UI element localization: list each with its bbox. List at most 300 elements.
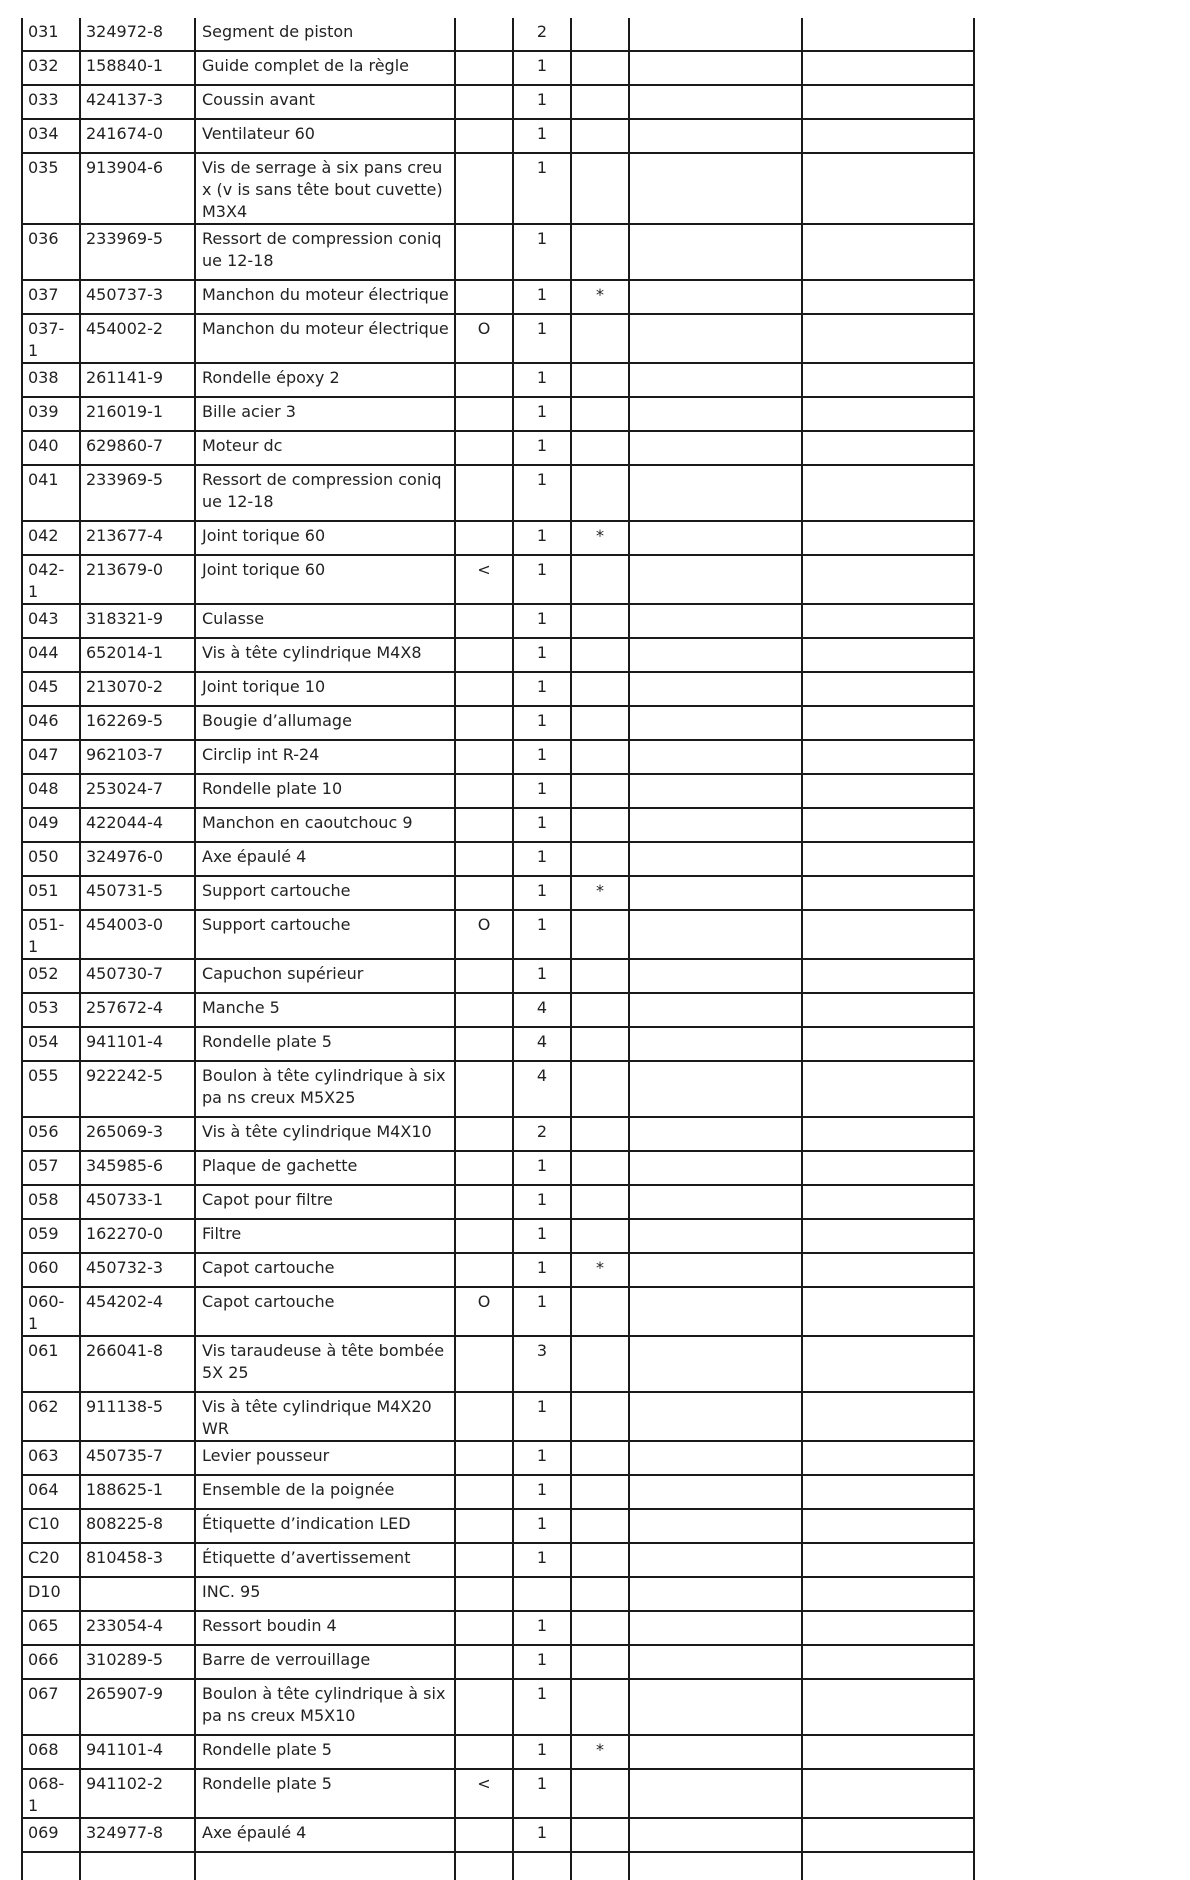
blank-cell	[802, 1543, 974, 1577]
blank-cell	[629, 842, 802, 876]
part-number-cell: 810458-3	[80, 1543, 195, 1577]
table-row	[22, 1061, 974, 1117]
part-number-cell: 454202-4	[80, 1287, 195, 1336]
blank-cell	[629, 1735, 802, 1769]
description-cell: Support cartouche	[195, 876, 455, 910]
part-number-cell: 424137-3	[80, 85, 195, 119]
blank-cell	[802, 1852, 974, 1880]
item-number-cell: 068-1	[22, 1769, 80, 1818]
quantity-cell: 1	[513, 1679, 571, 1735]
note-cell	[571, 706, 629, 740]
item-number-cell: 032	[22, 51, 80, 85]
table-row	[22, 1441, 974, 1475]
description-cell: Joint torique 10	[195, 672, 455, 706]
flag-cell	[455, 224, 513, 280]
item-number-cell: 040	[22, 431, 80, 465]
part-number-cell: 213070-2	[80, 672, 195, 706]
part-number-cell: 450733-1	[80, 1185, 195, 1219]
item-number-cell: 062	[22, 1392, 80, 1441]
note-cell	[571, 465, 629, 521]
table-row	[22, 85, 974, 119]
note-cell	[571, 555, 629, 604]
flag-cell	[455, 1475, 513, 1509]
item-number-cell: C20	[22, 1543, 80, 1577]
table-row	[22, 1219, 974, 1253]
part-number-cell	[80, 1577, 195, 1611]
flag-cell	[455, 672, 513, 706]
description-cell: Manche 5	[195, 993, 455, 1027]
blank-cell	[629, 153, 802, 224]
item-number-cell: 048	[22, 774, 80, 808]
description-cell: Capot cartouche	[195, 1253, 455, 1287]
description-cell: Ventilateur 60	[195, 119, 455, 153]
description-cell: Capot cartouche	[195, 1287, 455, 1336]
flag-cell	[455, 1735, 513, 1769]
blank-cell	[629, 521, 802, 555]
table-row	[22, 1253, 974, 1287]
table-row	[22, 959, 974, 993]
part-number-cell: 450737-3	[80, 280, 195, 314]
description-cell: Filtre	[195, 1219, 455, 1253]
part-number-cell: 216019-1	[80, 397, 195, 431]
blank-cell	[802, 1117, 974, 1151]
part-number-cell: 318321-9	[80, 604, 195, 638]
flag-cell	[455, 51, 513, 85]
flag-cell	[455, 876, 513, 910]
table-row	[22, 555, 974, 604]
flag-cell	[455, 808, 513, 842]
blank-cell	[629, 1392, 802, 1441]
table-row	[22, 1818, 974, 1852]
table-row	[22, 431, 974, 465]
note-cell	[571, 910, 629, 959]
table-row	[22, 397, 974, 431]
blank-cell	[629, 910, 802, 959]
description-cell: Coussin avant	[195, 85, 455, 119]
quantity-cell: 1	[513, 1392, 571, 1441]
blank-cell	[571, 1852, 629, 1880]
item-number-cell: 037	[22, 280, 80, 314]
item-number-cell: 066	[22, 1645, 80, 1679]
quantity-cell: 1	[513, 1253, 571, 1287]
quantity-cell: 4	[513, 1061, 571, 1117]
table-row	[22, 1185, 974, 1219]
flag-cell	[455, 1392, 513, 1441]
blank-cell	[802, 153, 974, 224]
flag-cell	[455, 1151, 513, 1185]
table-row	[22, 521, 974, 555]
quantity-cell: 1	[513, 604, 571, 638]
quantity-cell: 1	[513, 1287, 571, 1336]
table-row	[22, 808, 974, 842]
quantity-cell: 1	[513, 808, 571, 842]
blank-cell	[802, 521, 974, 555]
quantity-cell: 1	[513, 224, 571, 280]
blank-cell	[802, 1679, 974, 1735]
flag-cell	[455, 774, 513, 808]
blank-cell	[802, 842, 974, 876]
blank-cell	[629, 280, 802, 314]
description-cell: Manchon du moteur électrique	[195, 314, 455, 363]
blank-cell	[802, 1219, 974, 1253]
flag-cell	[455, 280, 513, 314]
note-cell	[571, 1336, 629, 1392]
quantity-cell: 1	[513, 1769, 571, 1818]
blank-cell	[802, 1336, 974, 1392]
description-cell: Moteur dc	[195, 431, 455, 465]
parts-table	[21, 18, 975, 1880]
note-cell	[571, 1679, 629, 1735]
table-row	[22, 224, 974, 280]
description-cell: Barre de verrouillage	[195, 1645, 455, 1679]
part-number-cell: 450732-3	[80, 1253, 195, 1287]
part-number-cell: 324976-0	[80, 842, 195, 876]
quantity-cell: 1	[513, 51, 571, 85]
blank-cell	[629, 1475, 802, 1509]
flag-cell	[455, 1253, 513, 1287]
blank-cell	[629, 1441, 802, 1475]
quantity-cell: 1	[513, 119, 571, 153]
blank-cell	[629, 1611, 802, 1645]
blank-cell	[802, 1475, 974, 1509]
quantity-cell	[513, 1577, 571, 1611]
flag-cell	[455, 1543, 513, 1577]
quantity-cell: 1	[513, 153, 571, 224]
part-number-cell: 233969-5	[80, 465, 195, 521]
flag-cell	[455, 1577, 513, 1611]
note-cell	[571, 1475, 629, 1509]
blank-cell	[629, 1769, 802, 1818]
flag-cell	[455, 363, 513, 397]
note-cell: *	[571, 521, 629, 555]
flag-cell: <	[455, 555, 513, 604]
flag-cell	[455, 638, 513, 672]
note-cell	[571, 1219, 629, 1253]
flag-cell	[455, 18, 513, 51]
blank-cell	[802, 555, 974, 604]
part-number-cell: 941102-2	[80, 1769, 195, 1818]
table-row	[22, 1287, 974, 1336]
note-cell	[571, 740, 629, 774]
blank-cell	[802, 1185, 974, 1219]
table-row	[22, 51, 974, 85]
blank-cell	[629, 706, 802, 740]
note-cell	[571, 1577, 629, 1611]
part-number-cell: 422044-4	[80, 808, 195, 842]
table-row	[22, 1735, 974, 1769]
blank-cell	[629, 555, 802, 604]
item-number-cell: 039	[22, 397, 80, 431]
item-number-cell: 037-1	[22, 314, 80, 363]
item-number-cell: 044	[22, 638, 80, 672]
quantity-cell: 1	[513, 521, 571, 555]
part-number-cell: 808225-8	[80, 1509, 195, 1543]
flag-cell	[455, 842, 513, 876]
blank-cell	[629, 51, 802, 85]
item-number-cell: 042	[22, 521, 80, 555]
table-row	[22, 1392, 974, 1441]
flag-cell	[455, 740, 513, 774]
blank-cell	[802, 224, 974, 280]
part-number-cell: 266041-8	[80, 1336, 195, 1392]
note-cell	[571, 808, 629, 842]
blank-cell	[629, 1818, 802, 1852]
table-row	[22, 1151, 974, 1185]
blank-cell	[802, 1287, 974, 1336]
part-number-cell: 241674-0	[80, 119, 195, 153]
quantity-cell: 1	[513, 842, 571, 876]
note-cell: *	[571, 1735, 629, 1769]
part-number-cell: 913904-6	[80, 153, 195, 224]
blank-cell	[629, 1219, 802, 1253]
description-cell: Culasse	[195, 604, 455, 638]
part-number-cell: 265907-9	[80, 1679, 195, 1735]
note-cell	[571, 51, 629, 85]
item-number-cell: 060-1	[22, 1287, 80, 1336]
blank-cell	[802, 119, 974, 153]
flag-cell: O	[455, 314, 513, 363]
blank-cell	[629, 1027, 802, 1061]
note-cell	[571, 397, 629, 431]
table-row	[22, 1117, 974, 1151]
table-row	[22, 993, 974, 1027]
table-row	[22, 876, 974, 910]
table-row	[22, 774, 974, 808]
item-number-cell: 049	[22, 808, 80, 842]
description-cell: Rondelle plate 5	[195, 1769, 455, 1818]
item-number-cell: 038	[22, 363, 80, 397]
flag-cell	[455, 1818, 513, 1852]
blank-cell	[802, 1769, 974, 1818]
blank-cell	[802, 1253, 974, 1287]
quantity-cell: 1	[513, 1818, 571, 1852]
description-cell: Vis de serrage à six pans creux (v is sans tête bout cuvette) M3X4	[195, 153, 455, 224]
item-number-cell: 052	[22, 959, 80, 993]
item-number-cell: 057	[22, 1151, 80, 1185]
description-cell: Manchon en caoutchouc 9	[195, 808, 455, 842]
part-number-cell: 261141-9	[80, 363, 195, 397]
blank-cell	[629, 808, 802, 842]
flag-cell	[455, 465, 513, 521]
quantity-cell: 1	[513, 431, 571, 465]
part-number-cell: 324977-8	[80, 1818, 195, 1852]
blank-cell	[22, 1852, 80, 1880]
quantity-cell: 1	[513, 363, 571, 397]
note-cell	[571, 1543, 629, 1577]
description-cell: Ressort boudin 4	[195, 1611, 455, 1645]
item-number-cell: 051	[22, 876, 80, 910]
table-row	[22, 910, 974, 959]
description-cell: Plaque de gachette	[195, 1151, 455, 1185]
flag-cell	[455, 1611, 513, 1645]
note-cell	[571, 314, 629, 363]
quantity-cell: 1	[513, 1185, 571, 1219]
flag-cell: <	[455, 1769, 513, 1818]
blank-cell	[802, 363, 974, 397]
quantity-cell: 1	[513, 959, 571, 993]
note-cell	[571, 774, 629, 808]
blank-cell	[802, 638, 974, 672]
blank-cell	[802, 672, 974, 706]
part-number-cell: 158840-1	[80, 51, 195, 85]
item-number-cell: 034	[22, 119, 80, 153]
blank-cell	[802, 1509, 974, 1543]
note-cell	[571, 119, 629, 153]
blank-cell	[629, 363, 802, 397]
part-number-cell: 345985-6	[80, 1151, 195, 1185]
description-cell: Rondelle plate 5	[195, 1735, 455, 1769]
blank-cell	[629, 774, 802, 808]
blank-cell	[629, 1679, 802, 1735]
note-cell	[571, 1027, 629, 1061]
blank-cell	[629, 1336, 802, 1392]
blank-cell	[629, 1117, 802, 1151]
blank-cell	[629, 314, 802, 363]
description-cell: Capuchon supérieur	[195, 959, 455, 993]
item-number-cell: 065	[22, 1611, 80, 1645]
description-cell: Vis taraudeuse à tête bombée 5X 25	[195, 1336, 455, 1392]
table-row	[22, 1509, 974, 1543]
blank-cell	[802, 397, 974, 431]
blank-cell	[629, 1543, 802, 1577]
note-cell: *	[571, 1253, 629, 1287]
description-cell: Segment de piston	[195, 18, 455, 51]
blank-cell	[802, 1151, 974, 1185]
item-number-cell: 053	[22, 993, 80, 1027]
part-number-cell: 629860-7	[80, 431, 195, 465]
flag-cell	[455, 1336, 513, 1392]
item-number-cell: 058	[22, 1185, 80, 1219]
part-number-cell: 652014-1	[80, 638, 195, 672]
blank-cell	[802, 1441, 974, 1475]
quantity-cell: 1	[513, 876, 571, 910]
flag-cell	[455, 706, 513, 740]
blank-cell	[802, 604, 974, 638]
flag-cell: O	[455, 1287, 513, 1336]
quantity-cell: 1	[513, 1151, 571, 1185]
part-number-cell: 213677-4	[80, 521, 195, 555]
blank-cell	[629, 740, 802, 774]
item-number-cell: 054	[22, 1027, 80, 1061]
flag-cell	[455, 1645, 513, 1679]
quantity-cell: 1	[513, 672, 571, 706]
blank-cell	[629, 397, 802, 431]
part-number-cell: 450735-7	[80, 1441, 195, 1475]
blank-cell	[802, 774, 974, 808]
item-number-cell: 063	[22, 1441, 80, 1475]
note-cell	[571, 363, 629, 397]
note-cell	[571, 224, 629, 280]
flag-cell	[455, 1185, 513, 1219]
table-row	[22, 706, 974, 740]
flag-cell	[455, 119, 513, 153]
description-cell: Étiquette d’avertissement	[195, 1543, 455, 1577]
description-cell: Boulon à tête cylindrique à six pa ns creux M5X25	[195, 1061, 455, 1117]
blank-cell	[629, 604, 802, 638]
part-number-cell: 454002-2	[80, 314, 195, 363]
description-cell: Boulon à tête cylindrique à six pa ns creux M5X10	[195, 1679, 455, 1735]
blank-cell	[802, 808, 974, 842]
quantity-cell: 1	[513, 1543, 571, 1577]
description-cell: Guide complet de la règle	[195, 51, 455, 85]
item-number-cell: 056	[22, 1117, 80, 1151]
table-row	[22, 604, 974, 638]
item-number-cell: 043	[22, 604, 80, 638]
blank-cell	[802, 465, 974, 521]
item-number-cell: 050	[22, 842, 80, 876]
blank-cell	[629, 1185, 802, 1219]
description-cell: Joint torique 60	[195, 555, 455, 604]
note-cell	[571, 1645, 629, 1679]
description-cell: Joint torique 60	[195, 521, 455, 555]
blank-cell	[802, 740, 974, 774]
quantity-cell: 1	[513, 774, 571, 808]
blank-cell	[629, 959, 802, 993]
flag-cell	[455, 1219, 513, 1253]
note-cell	[571, 1392, 629, 1441]
table-row	[22, 1645, 974, 1679]
description-cell: Vis à tête cylindrique M4X8	[195, 638, 455, 672]
flag-cell	[455, 1679, 513, 1735]
blank-cell	[802, 1735, 974, 1769]
note-cell	[571, 1611, 629, 1645]
blank-cell	[802, 280, 974, 314]
table-row	[22, 672, 974, 706]
blank-cell	[802, 51, 974, 85]
table-row	[22, 1027, 974, 1061]
flag-cell	[455, 1509, 513, 1543]
table-row	[22, 1543, 974, 1577]
item-number-cell: 047	[22, 740, 80, 774]
table-row	[22, 1577, 974, 1611]
quantity-cell: 2	[513, 1117, 571, 1151]
item-number-cell: 036	[22, 224, 80, 280]
description-cell: Vis à tête cylindrique M4X20 WR	[195, 1392, 455, 1441]
blank-cell	[802, 85, 974, 119]
quantity-cell: 1	[513, 1645, 571, 1679]
flag-cell	[455, 1027, 513, 1061]
note-cell	[571, 18, 629, 51]
blank-cell	[802, 1577, 974, 1611]
blank-cell	[629, 672, 802, 706]
blank-cell	[802, 1027, 974, 1061]
item-number-cell: 033	[22, 85, 80, 119]
description-cell: Ressort de compression conique 12-18	[195, 465, 455, 521]
quantity-cell: 1	[513, 638, 571, 672]
blank-cell	[802, 1645, 974, 1679]
part-number-cell: 941101-4	[80, 1735, 195, 1769]
quantity-cell: 1	[513, 85, 571, 119]
description-cell: Rondelle plate 10	[195, 774, 455, 808]
quantity-cell: 1	[513, 910, 571, 959]
note-cell	[571, 85, 629, 119]
description-cell: Ensemble de la poignée	[195, 1475, 455, 1509]
note-cell	[571, 1061, 629, 1117]
table-row	[22, 1679, 974, 1735]
item-number-cell: 045	[22, 672, 80, 706]
flag-cell	[455, 521, 513, 555]
part-number-cell: 310289-5	[80, 1645, 195, 1679]
note-cell	[571, 672, 629, 706]
part-number-cell: 233969-5	[80, 224, 195, 280]
part-number-cell: 941101-4	[80, 1027, 195, 1061]
table-row	[22, 465, 974, 521]
description-cell: Rondelle époxy 2	[195, 363, 455, 397]
flag-cell	[455, 85, 513, 119]
blank-cell	[629, 638, 802, 672]
table-row	[22, 1336, 974, 1392]
blank-cell	[802, 910, 974, 959]
